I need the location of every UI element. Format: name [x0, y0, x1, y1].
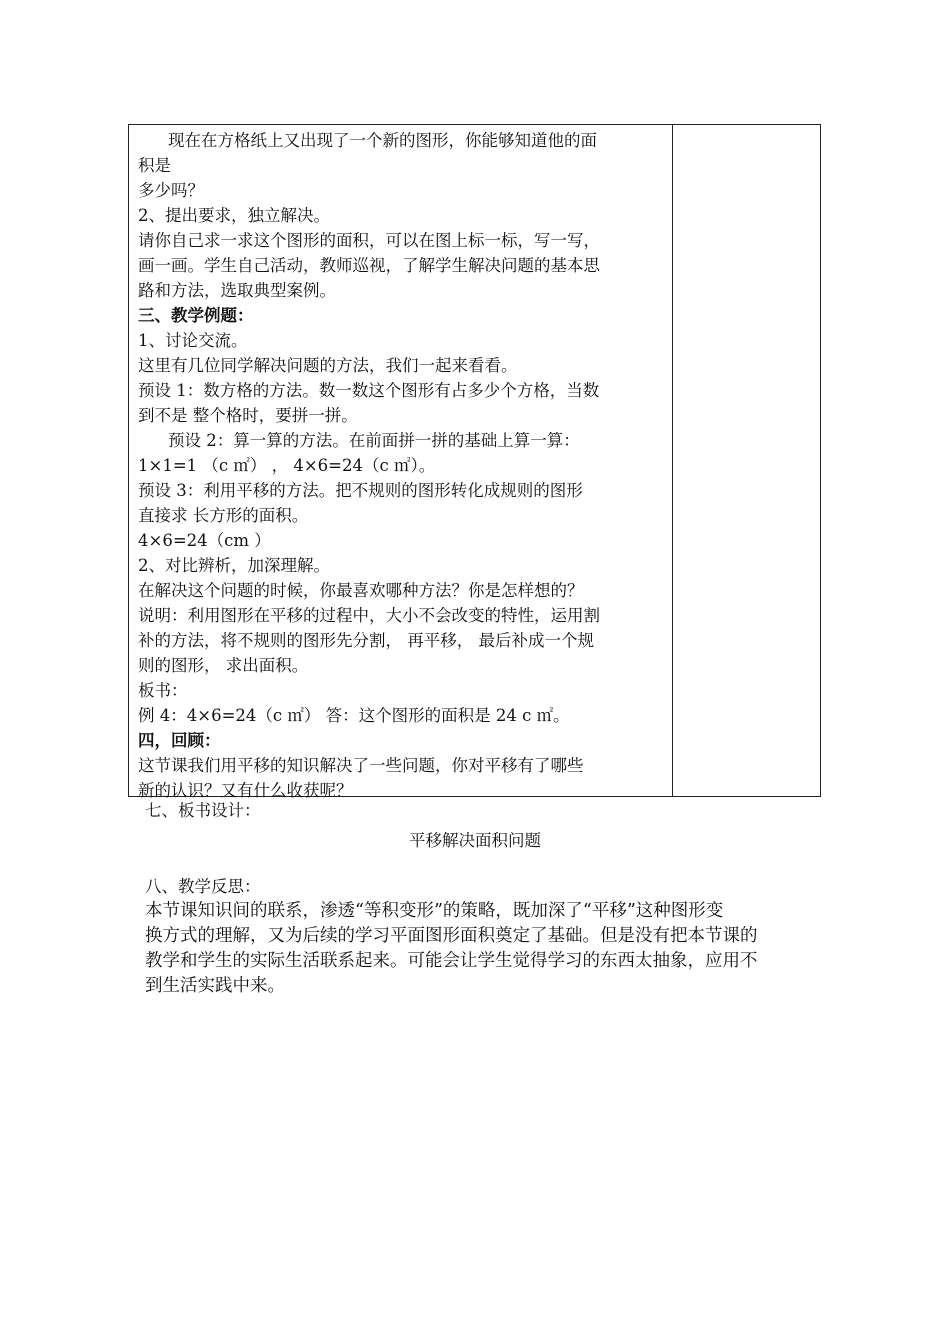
table-line: 则的图形， 求出面积。	[138, 656, 309, 675]
table-line: 补的方法，将不规则的图形先分割， 再平移， 最后补成一个规	[138, 631, 594, 650]
table-line: 预设 3：利用平移的方法。把不规则的图形转化成规则的图形	[138, 481, 583, 500]
reflection-paragraph	[145, 899, 811, 999]
section-7	[145, 798, 825, 823]
table-line: 这里有几位同学解决问题的方法，我们一起来看看。	[138, 356, 518, 375]
lesson-content-cell	[138, 128, 666, 803]
section-7-heading: 七、板书设计：	[145, 801, 261, 820]
lesson-table	[128, 124, 821, 800]
board-design-title: 平移解决面积问题	[409, 831, 541, 850]
table-line: 2、对比辨析，加深理解。	[138, 556, 330, 575]
table-line: 路和方法，选取典型案例。	[138, 281, 336, 300]
table-line: 4×6=24（cm ）	[138, 531, 271, 550]
table-line: 新的认识？又有什么收获呢？	[138, 781, 353, 800]
table-line: 1、讨论交流。	[138, 331, 248, 350]
table-line: 在解决这个问题的时候，你最喜欢哪种方法？你是怎样想的？	[138, 581, 584, 600]
table-line: 直接求 长方形的面积。	[138, 506, 309, 525]
table-line: 画一画。学生自己活动，教师巡视，了解学生解决问题的基本思	[138, 256, 600, 275]
table-line: 多少吗？	[138, 181, 204, 200]
table-line: 预设 1：数方格的方法。数一数这个图形有占多少个方格，当数	[138, 381, 600, 400]
table-line: 四，回顾：	[138, 731, 221, 750]
table-line: 1×1=1 （c ㎡） ， 4×6=24（c ㎡）。	[138, 456, 436, 475]
table-line: 这节课我们用平移的知识解决了一些问题，你对平移有了哪些	[138, 756, 584, 775]
section-8-heading: 八、教学反思：	[145, 877, 261, 896]
table-line: 2、提出要求，独立解决。	[138, 206, 330, 225]
table-line: 例 4：4×6=24（c ㎡） 答：这个图形的面积是 24 c ㎡。	[138, 706, 570, 725]
table-line: 积是	[138, 156, 171, 175]
table-line: 预设 2：算一算的方法。在前面拼一拼的基础上算一算：	[168, 431, 580, 450]
table-line: 请你自己求一求这个图形的面积，可以在图上标一标，写一写，	[138, 231, 600, 250]
table-column-divider	[672, 125, 673, 796]
table-line: 到不是 整个格时，要拼一拼。	[138, 406, 358, 425]
reflection-line: 换方式的理解，又为后续的学习平面图形面积奠定了基础。但是没有把本节课的	[145, 926, 758, 946]
reflection-line: 教学和学生的实际生活联系起来。可能会让学生觉得学习的东西太抽象，应用不	[145, 951, 758, 971]
table-line: 三、教学例题：	[138, 306, 254, 325]
table-line: 说明：利用图形在平移的过程中，大小不会改变的特性，运用割	[138, 606, 600, 625]
table-line: 现在在方格纸上又出现了一个新的图形，你能够知道他的面	[168, 131, 597, 150]
table-line: 板书：	[138, 681, 188, 700]
reflection-line: 本节课知识间的联系，渗透“等积变形”的策略，既加深了“平移”这种图形变	[145, 901, 724, 921]
reflection-line: 到生活实践中来。	[145, 976, 285, 996]
